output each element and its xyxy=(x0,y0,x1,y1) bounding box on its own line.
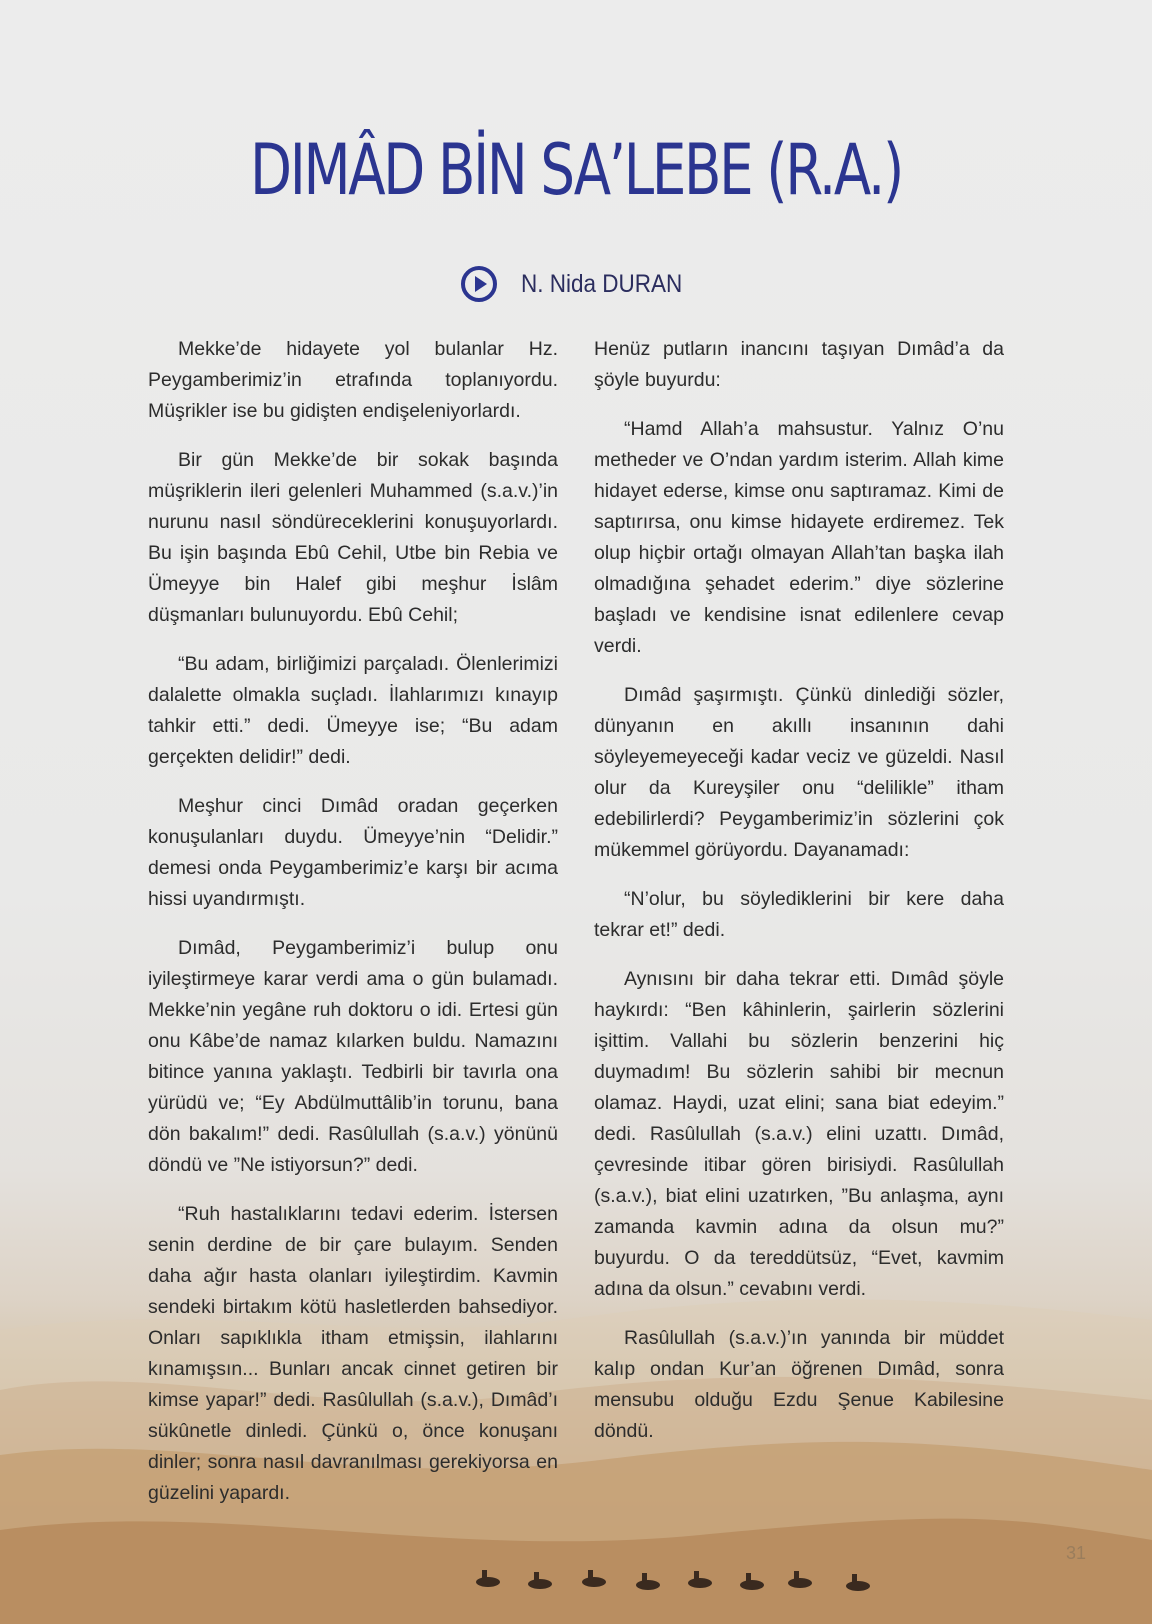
author-name: N. Nida DURAN xyxy=(521,269,683,298)
paragraph: Bir gün Mekke’de bir sokak başında müşriklerin ileri gelenleri Muhammed (s.a.v.)’in nurunu nasıl söndüreceklerini konuşuyorlardı. Bu işin başında Ebû Cehil, Utbe bin Rebia ve Ümeyye bin Halef gibi meşhur İslâm düşmanları bulunuyordu. Ebû Cehil; xyxy=(148,449,558,626)
paragraph-continuation: Henüz putların inancını taşıyan Dımâd’a da şöyle buyurdu: xyxy=(594,338,1004,391)
author-byline xyxy=(0,265,1152,303)
play-circle-icon xyxy=(460,265,498,303)
right-column xyxy=(594,334,1004,1465)
paragraph: “Bu adam, birliğimizi parçaladı. Ölenlerimizi dalalette olmakla suçladı. İlahlarımızı kınayıp tahkir etti.” dedi. Ümeyye ise; “Bu adam gerçekten delidir!” dedi. xyxy=(148,653,558,768)
paragraph: Rasûlullah (s.a.v.)’ın yanında bir müddet kalıp ondan Kur’an öğrenen Dımâd, sonra mensubu olduğu Ezdu Şenue Kabilesine döndü. xyxy=(594,1327,1004,1442)
paragraph: Meşhur cinci Dımâd oradan geçerken konuşulanları duydu. Ümeyye’nin “Delidir.” demesi onda Peygamberimiz’e karşı bir acıma hissi uyandırmıştı. xyxy=(148,795,558,910)
paragraph: “Ruh hastalıklarını tedavi ederim. İstersen senin derdine de bir çare bulayım. Senden daha ağır hasta olanları iyileştirdim. Kavmin sendeki birtakım kötü hasletlerden bahsediyor. Onları sapıklıkla itham etmişsin, ilahlarını kınamışsın... Bunları ancak cinnet getiren bir kimse yapar!” dedi. Rasûlullah (s.a.v.), Dımâd’ı sükûnetle dinledi. Çünkü o, önce konuşanı dinler; sonra nasıl davranılması gerekiyorsa en güzelini yapardı. xyxy=(148,1203,558,1504)
left-column xyxy=(148,334,558,1527)
page-number: 31 xyxy=(1066,1543,1087,1563)
paragraph: Aynısını bir daha tekrar etti. Dımâd şöyle haykırdı: “Ben kâhinlerin, şairlerin sözlerini işittim. Vallahi bu sözlerin benzerini hiç duymadım! Bu sözlerin sahibi bir mecnun olamaz. Haydi, uzat elini; sana biat edeyim.” dedi. Rasûlullah (s.a.v.) elini uzattı. Dımâd, çevresinde itibar gören birisiydi. Rasûlullah (s.a.v.), biat elini uzatırken, ”Bu anlaşma, aynı zamanda kavmin adına da olsun mu?” buyurdu. O da tereddütsüz, “Evet, kavmim adına da olsun.” cevabını verdi. xyxy=(594,968,1004,1300)
paragraph: Dımâd şaşırmıştı. Çünkü dinlediği sözler, dünyanın en akıllı insanının dahi söyleyemeyeceği kadar veciz ve güzeldi. Nasıl olur da Kureyşiler onu “delilikle” itham edebilirlerdi? Peygamberimiz’in sözlerini çok mükemmel görüyordu. Dayanamadı: xyxy=(594,684,1004,861)
article-title: DIMÂD BİN SA’LEBE (R.A.) xyxy=(250,129,902,211)
paragraph: “N’olur, bu söylediklerini bir kere daha tekrar et!” dedi. xyxy=(594,888,1004,941)
paragraph: Dımâd, Peygamberimiz’i bulup onu iyileştirmeye karar verdi ama o gün bulamadı. Mekke’nin yegâne ruh doktoru o idi. Ertesi gün onu Kâbe’de namaz kılarken buldu. Namazını bitince yanına yaklaştı. Tedbirli bir tavırla ona yürüdü ve; “Ey Abdülmuttâlib’in torunu, bana dön bakalım!” dedi. Rasûlullah (s.a.v.) yönünü döndü ve ”Ne istiyorsun?” dedi. xyxy=(148,937,558,1176)
paragraph: “Hamd Allah’a mahsustur. Yalnız O’nu metheder ve O’ndan yardım isterim. Allah kime hidayet ederse, kimse onu saptıramaz. Kimi de saptırırsa, onu kimse hidayete erdiremez. Tek olup hiçbir ortağı olmayan Allah’tan başka ilah olmadığına şehadet ederim.” diye sözlerine başladı ve kendisine isnat edilenlere cevap verdi. xyxy=(594,418,1004,657)
paragraph: Mekke’de hidayete yol bulanlar Hz. Peygamberimiz’in etrafında toplanıyordu. Müşrikler ise bu gidişten endişeleniyorlardı. xyxy=(148,338,558,422)
